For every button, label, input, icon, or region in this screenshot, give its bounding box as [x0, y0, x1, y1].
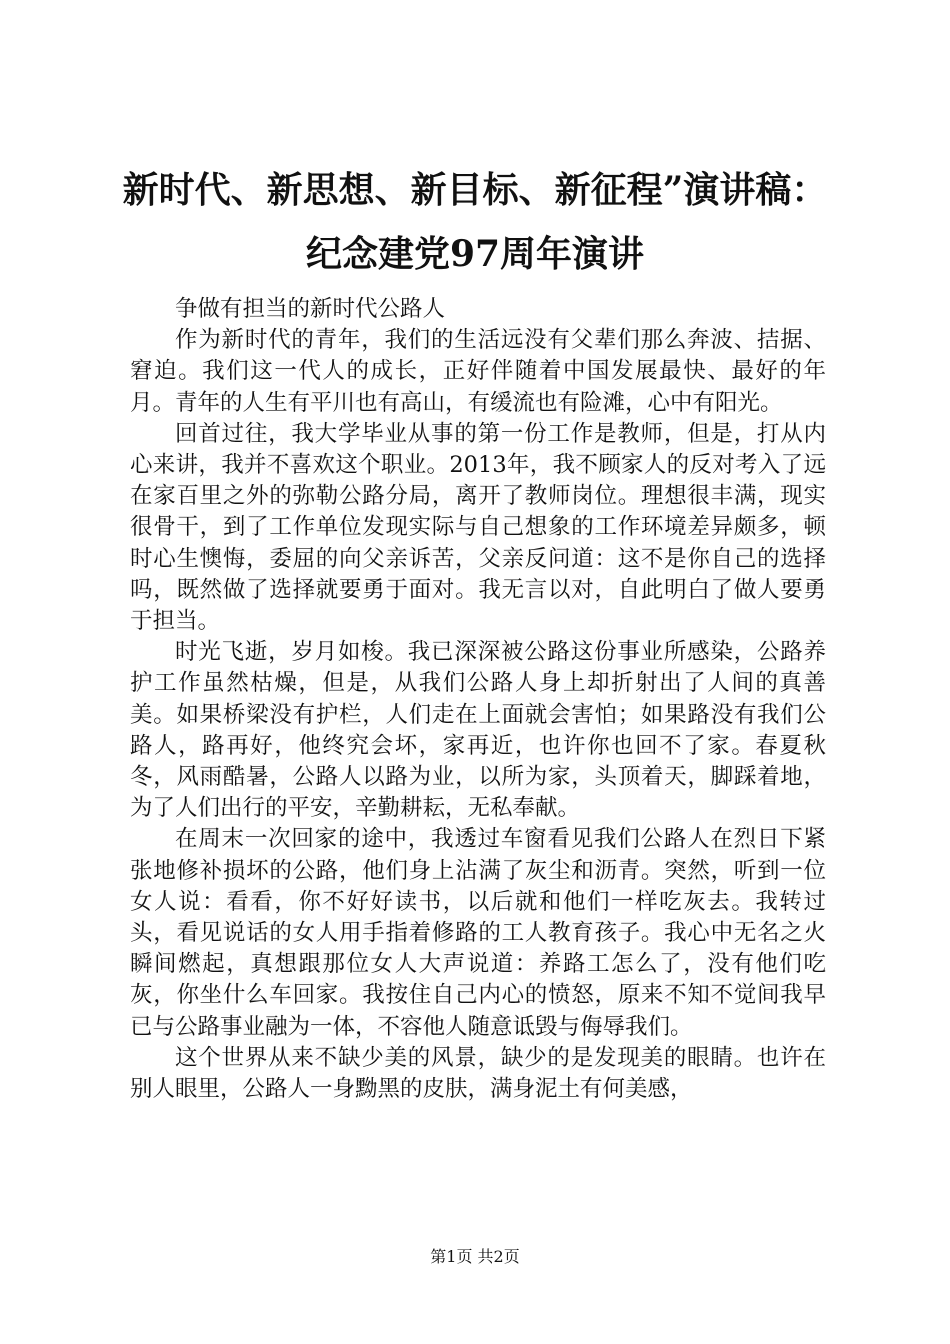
paragraph: 回首过往，我大学毕业从事的第一份工作是教师，但是，打从内心来讲，我并不喜欢这个职业。2013年，我不顾家人的反对考入了远在家百里之外的弥勒公路分局，离开了教师岗位。理想很丰满，现实很骨干，到了工作单位发现实际与自己想象的工作环境差异颇多，顿时心生懊悔，委屈的向父亲诉苦，父亲反问道：这不是你自己的选择吗，既然做了选择就要勇于面对。我无言以对，自此明白了做人要勇于担当。	[130, 420, 826, 635]
title-line-2: 纪念建党97周年演讲	[305, 233, 645, 275]
paragraph-subtitle: 争做有担当的新时代公路人	[175, 296, 446, 322]
document-body	[130, 294, 826, 1105]
paragraph: 在周末一次回家的途中，我透过车窗看见我们公路人在烈日下紧张地修补损坏的公路，他们身上沾满了灰尘和沥青。突然，听到一位女人说：看看，你不好好读书，以后就和他们一样吃灰去。我转过头，看见说话的女人用手指着修路的工人教育孩子。我心中无名之火瞬间燃起，真想跟那位女人大声说道：养路工怎么了，没有他们吃灰，你坐什么车回家。我按住自己内心的愤怒，原来不知不觉间我早已与公路事业融为一体，不容他人随意诋毁与侮辱我们。	[130, 826, 826, 1040]
title-line-1: 新时代、新思想、新目标、新征程”演讲稿：	[122, 169, 828, 211]
paragraph: 作为新时代的青年，我们的生活远没有父辈们那么奔波、拮据、窘迫。我们这一代人的成长，正好伴随着中国发展最快、最好的年月。青年的人生有平川也有高山，有缓流也有险滩，心中有阳光。	[130, 327, 826, 416]
document-title	[100, 158, 850, 286]
page-footer: 第1页 共2页	[430, 1247, 520, 1266]
paragraph: 时光飞逝，岁月如梭。我已深深被公路这份事业所感染，公路养护工作虽然枯燥，但是，从我们公路人身上却折射出了人间的真善美。如果桥梁没有护栏，人们走在上面就会害怕；如果路没有我们公路人，路再好，他终究会坏，家再近，也许你也回不了家。春夏秋冬，风雨酷暑，公路人以路为业，以所为家，头顶着天，脚踩着地，为了人们出行的平安，辛勤耕耘，无私奉献。	[130, 639, 826, 822]
paragraph: 这个世界从来不缺少美的风景，缺少的是发现美的眼睛。也许在别人眼里，公路人一身黝黑的皮肤，满身泥土有何美感，	[130, 1044, 826, 1103]
